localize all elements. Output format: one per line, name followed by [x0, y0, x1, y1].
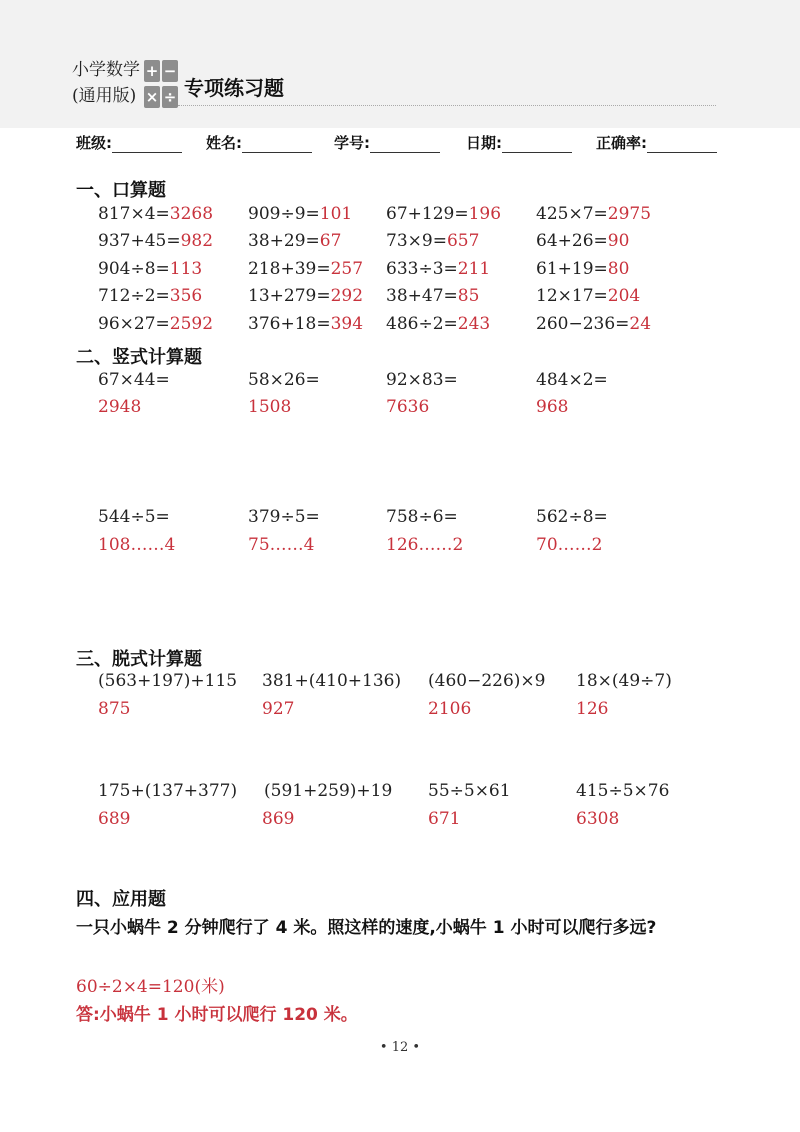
student-id-label: 学号: — [334, 134, 370, 152]
class-label: 班级: — [76, 134, 112, 152]
oral-equation: 425×7=2975 — [536, 204, 652, 224]
class-blank — [112, 138, 182, 153]
name-label: 姓名: — [206, 134, 242, 152]
vertical-problem: 544÷5= — [98, 507, 170, 527]
vertical-answer: 75……4 — [248, 535, 315, 555]
vertical-problem: 758÷6= — [386, 507, 458, 527]
page-number: • 12 • — [379, 1040, 421, 1055]
multiply-icon: × — [145, 88, 159, 106]
plus-icon: + — [145, 62, 159, 80]
oral-equation: 904÷8=113 — [98, 259, 203, 279]
vertical-problem: 379÷5= — [248, 507, 320, 527]
oral-equation: 218+39=257 — [248, 259, 364, 279]
vertical-problem: 67×44= — [98, 370, 170, 390]
oral-equation: 38+47=85 — [386, 286, 480, 306]
stepwise-answer: 671 — [428, 809, 461, 829]
accuracy-blank — [647, 138, 717, 153]
student-id-field — [334, 132, 440, 153]
section-stepwise-title: 三、脱式计算题 — [76, 649, 202, 670]
oral-equation: 73×9=657 — [386, 231, 480, 251]
word-problem-text: 一只小蜗牛 2 分钟爬行了 4 米。照这样的速度,小蜗牛 1 小时可以爬行多远? — [76, 918, 657, 938]
name-field — [206, 132, 312, 153]
section-word-title: 四、应用题 — [76, 889, 166, 910]
vertical-answer: 2948 — [98, 397, 142, 417]
vertical-problem: 562÷8= — [536, 507, 608, 527]
stepwise-answer: 6308 — [576, 809, 620, 829]
student-id-blank — [370, 138, 440, 153]
page-title: 专项练习题 — [184, 76, 284, 100]
operator-icons — [144, 58, 180, 110]
vertical-answer: 1508 — [248, 397, 292, 417]
name-blank — [242, 138, 312, 153]
oral-equation: 486÷2=243 — [386, 314, 491, 334]
section-vertical-title: 二、竖式计算题 — [76, 347, 202, 368]
word-answer: 答:小蜗牛 1 小时可以爬行 120 米。 — [76, 1005, 358, 1025]
stepwise-answer: 689 — [98, 809, 131, 829]
stepwise-answer: 875 — [98, 699, 131, 719]
word-solution: 60÷2×4=120(米) — [76, 977, 225, 997]
vertical-answer: 968 — [536, 397, 569, 417]
stepwise-problem: 175+(137+377) — [98, 781, 238, 801]
oral-equation: 61+19=80 — [536, 259, 630, 279]
stepwise-answer: 869 — [262, 809, 295, 829]
oral-equation: 96×27=2592 — [98, 314, 214, 334]
series-edition: (通用版) — [72, 86, 137, 106]
oral-equation: 376+18=394 — [248, 314, 364, 334]
stepwise-problem: (591+259)+19 — [264, 781, 393, 801]
header-divider — [178, 105, 716, 106]
stepwise-problem: 55÷5×61 — [428, 781, 511, 801]
stepwise-problem: 18×(49÷7) — [576, 671, 672, 691]
series-name: 小学数学 — [72, 60, 140, 80]
accuracy-label: 正确率: — [596, 134, 647, 152]
vertical-answer: 126……2 — [386, 535, 464, 555]
section-oral-title: 一、口算题 — [76, 180, 166, 201]
oral-equation: 817×4=3268 — [98, 204, 214, 224]
stepwise-answer: 126 — [576, 699, 609, 719]
date-field — [466, 132, 572, 153]
accuracy-field — [596, 132, 717, 153]
oral-equation: 12×17=204 — [536, 286, 641, 306]
oral-equation: 13+279=292 — [248, 286, 364, 306]
stepwise-answer: 2106 — [428, 699, 472, 719]
oral-equation: 260−236=24 — [536, 314, 652, 334]
vertical-answer: 108……4 — [98, 535, 176, 555]
vertical-answer: 70……2 — [536, 535, 603, 555]
stepwise-problem: 415÷5×76 — [576, 781, 670, 801]
class-field — [76, 132, 182, 153]
divide-icon: ÷ — [163, 88, 177, 106]
oral-equation: 712÷2=356 — [98, 286, 203, 306]
vertical-problem: 484×2= — [536, 370, 608, 390]
stepwise-problem: (460−226)×9 — [428, 671, 546, 691]
oral-equation: 38+29=67 — [248, 231, 342, 251]
vertical-problem: 92×83= — [386, 370, 458, 390]
minus-icon: − — [163, 62, 177, 80]
oral-equation: 64+26=90 — [536, 231, 630, 251]
oral-equation: 937+45=982 — [98, 231, 214, 251]
oral-equation: 67+129=196 — [386, 204, 502, 224]
date-label: 日期: — [466, 134, 502, 152]
vertical-problem: 58×26= — [248, 370, 320, 390]
oral-equation: 909÷9=101 — [248, 204, 353, 224]
vertical-answer: 7636 — [386, 397, 430, 417]
date-blank — [502, 138, 572, 153]
stepwise-problem: 381+(410+136) — [262, 671, 402, 691]
stepwise-answer: 927 — [262, 699, 295, 719]
stepwise-problem: (563+197)+115 — [98, 671, 238, 691]
oral-equation: 633÷3=211 — [386, 259, 491, 279]
